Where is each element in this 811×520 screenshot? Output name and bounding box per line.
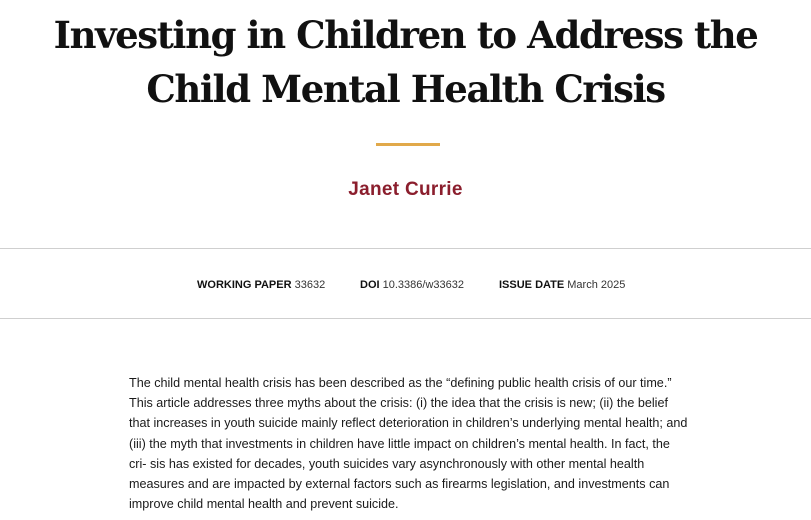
working-paper-label: WORKING PAPER [197,279,292,291]
doi [360,278,464,292]
author-link[interactable]: Janet Currie [348,179,463,200]
working-paper-number [197,278,325,292]
abstract-text: The child mental health crisis has been described as the “defining public health crisis of our time.” This article addresses three myths about the crisis: (i) the idea that the crisis is new; (ii) the belief that increases in youth suicide mainly reflect deterioration in children’s underlying mental health; and (iii) the myth that investments in children have little impact on children’s mental health. In fact, the cri- sis has existed for decades, youth suicides vary asynchronously with other mental health measures and are impacted by external factors such as firearms legislation, and investments can improve child mental health and prevent suicide. [129,376,688,512]
doi-label: DOI [360,279,380,291]
title-accent-divider [376,143,440,146]
issue-date-value: March 2025 [567,279,626,291]
working-paper-value: 33632 [294,279,326,291]
page-title: Investing in Children to Address the Child Mental Health Crisis [53,13,758,111]
issue-date [499,278,625,292]
doi-value[interactable]: 10.3386/w33632 [382,279,464,291]
issue-date-label: ISSUE DATE [499,279,565,291]
paper-metadata-bar [0,248,811,319]
